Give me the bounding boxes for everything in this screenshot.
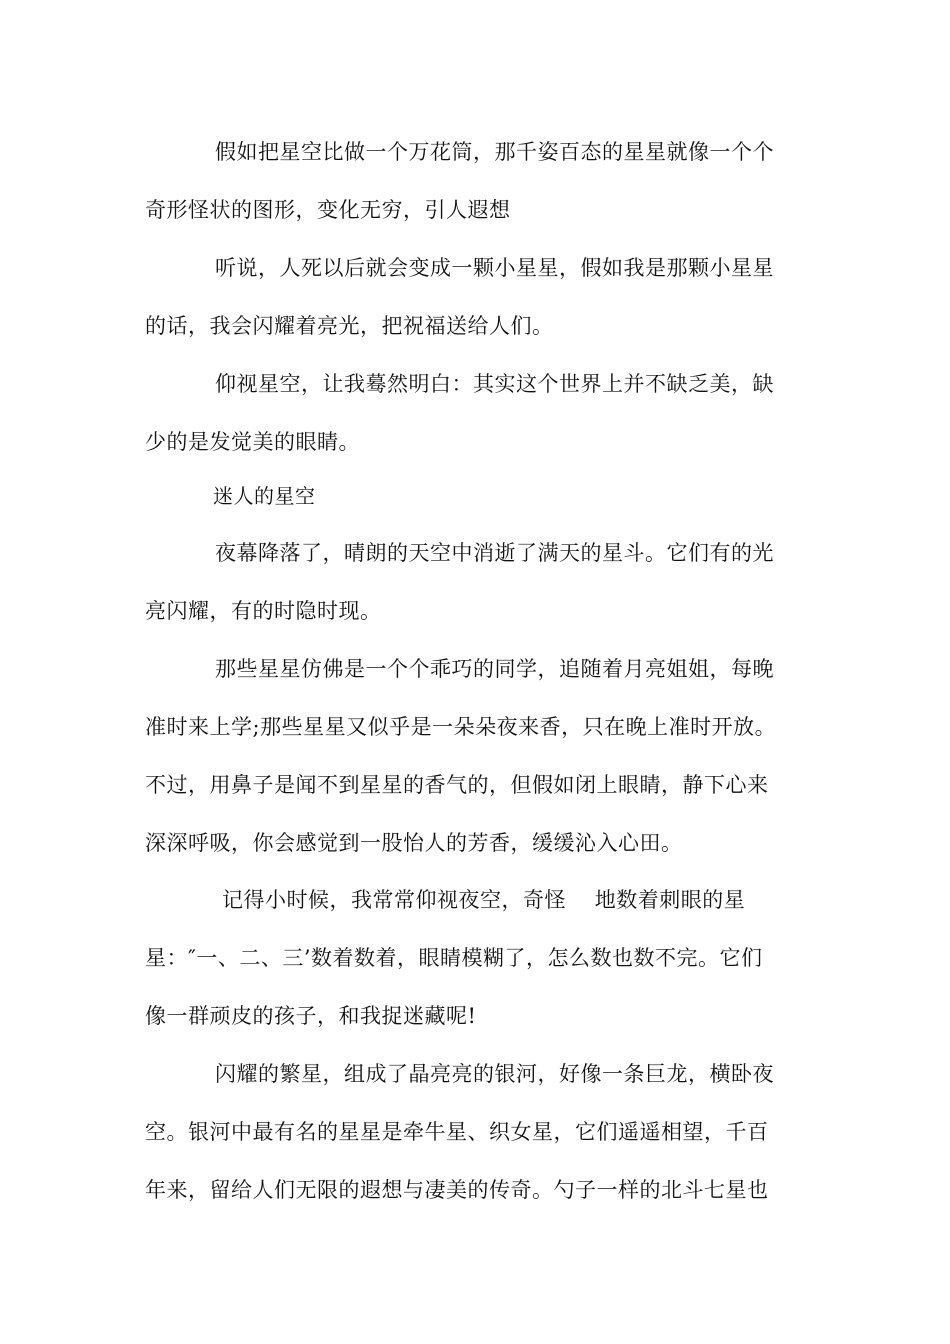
paragraph-line: 少的是发觉美的眼睛。 <box>145 430 360 454</box>
paragraph-line: 的话，我会闪耀着亮光，把祝福送给人们。 <box>145 314 554 338</box>
paragraph-line: 不过，用鼻子是闻不到星星的香气的，但假如闭上眼睛，静下心来 <box>145 773 769 797</box>
paragraph-line: 像一群顽皮的孩子，和我捉迷藏呢! <box>145 1004 477 1028</box>
paragraph-line: 假如把星空比做一个万花筒，那千姿百态的星星就像一个个 <box>215 140 774 164</box>
paragraph-line: 仰视星空，让我蓦然明白：其实这个世界上并不缺乏美，缺 <box>215 372 774 396</box>
paragraph-line: 准时来上学;那些星星又似乎是一朵朵夜来香，只在晚上准时开放。 <box>145 715 777 739</box>
paragraph-line: 星：″一、二、三’数着数着，眼睛模糊了，怎么数也数不完。它们 <box>145 946 763 970</box>
paragraph-line: 那些星星仿佛是一个个乖巧的同学，追随着月亮姐姐，每晚 <box>215 657 774 681</box>
paragraph-line: 闪耀的繁星，组成了晶亮亮的银河，好像一条巨龙，横卧夜 <box>215 1062 774 1086</box>
paragraph-line: 夜幕降落了，晴朗的天空中消逝了满天的星斗。它们有的光 <box>215 541 774 565</box>
paragraph-line: 空。银河中最有名的星星是牵牛星、织女星，它们遥遥相望，千百 <box>145 1120 769 1144</box>
paragraph-line: 深深呼吸，你会感觉到一股怡人的芳香，缓缓沁入心田。 <box>145 831 683 855</box>
section-heading: 迷人的星空 <box>213 484 316 508</box>
paragraph-line: 年来，留给人们无限的遐想与凄美的传奇。勺子一样的北斗七星也 <box>145 1178 769 1202</box>
paragraph-line: 亮闪耀，有的时隐时现。 <box>145 599 382 623</box>
paragraph-line: 奇形怪状的图形，变化无穷，引人遐想 <box>145 198 511 222</box>
paragraph-line: 记得小时候，我常常仰视夜空，奇怪 地数着刺眼的星 <box>222 888 746 912</box>
paragraph-line: 听说，人死以后就会变成一颗小星星，假如我是那颗小星星 <box>215 256 774 280</box>
